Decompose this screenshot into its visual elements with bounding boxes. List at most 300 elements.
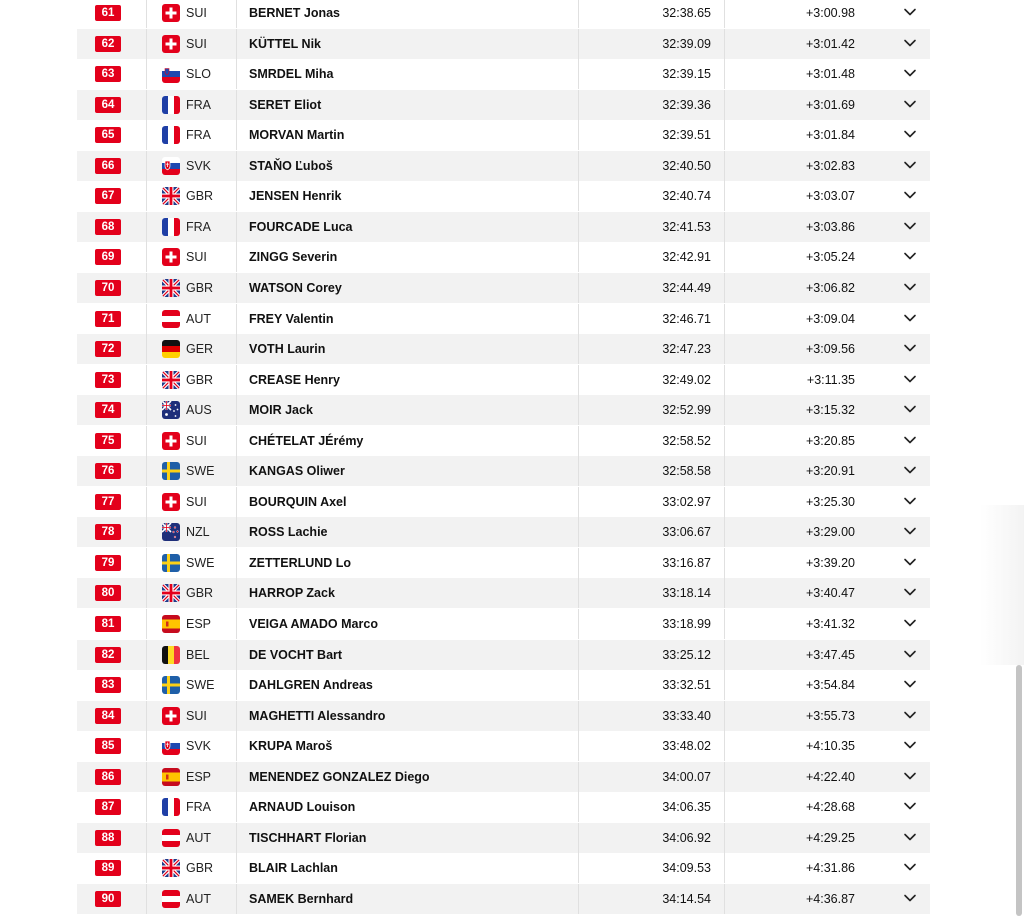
finish-time: 32:39.36: [662, 97, 711, 112]
time-gap: +3:06.82: [805, 280, 855, 295]
result-row[interactable]: [77, 0, 930, 28]
time-gap: +3:54.84: [805, 678, 855, 693]
finish-time: 34:00.07: [662, 769, 711, 784]
time-gap: +3:41.32: [805, 617, 855, 631]
column-divider: [146, 151, 147, 181]
rank-badge: 65: [95, 127, 121, 143]
flag-icon: [162, 279, 180, 297]
finish-time: 34:06.35: [662, 800, 711, 815]
column-divider: [146, 304, 147, 334]
finish-time: 32:58.52: [662, 433, 711, 448]
result-row[interactable]: [77, 548, 930, 578]
column-divider: [236, 792, 237, 822]
rank-badge: 86: [95, 769, 121, 785]
column-divider: [146, 212, 147, 242]
time-gap: +3:09.56: [805, 342, 855, 357]
column-divider: [236, 578, 237, 608]
column-divider: [146, 120, 147, 150]
result-row[interactable]: [77, 181, 930, 211]
column-divider: [578, 426, 579, 456]
chevron-down-icon[interactable]: [903, 526, 917, 536]
rank-badge: 76: [95, 463, 121, 479]
country-code: FRA: [186, 97, 211, 112]
column-divider: [146, 59, 147, 89]
column-divider: [236, 731, 237, 761]
rank-badge: 80: [95, 585, 121, 601]
column-divider: [146, 884, 147, 914]
country-code: SUI: [186, 708, 207, 723]
country-code: SVK: [186, 739, 212, 754]
rank-badge: 62: [95, 36, 121, 52]
column-divider: [236, 120, 237, 150]
athlete-name: BLAIR Lachlan: [249, 861, 338, 876]
column-divider: [578, 578, 579, 608]
chevron-down-icon[interactable]: [903, 313, 917, 323]
result-row[interactable]: [77, 334, 930, 364]
result-row[interactable]: [77, 731, 930, 761]
result-row[interactable]: [77, 792, 930, 822]
column-divider: [724, 731, 725, 761]
result-row[interactable]: [77, 151, 930, 181]
country-code: AUT: [186, 891, 211, 906]
column-divider: [578, 334, 579, 364]
column-divider: [146, 365, 147, 395]
column-divider: [146, 395, 147, 425]
chevron-down-icon[interactable]: [903, 771, 917, 781]
athlete-name: MORVAN Martin: [249, 128, 345, 143]
time-gap: +3:02.83: [805, 158, 855, 173]
column-divider: [236, 548, 237, 578]
athlete-name: BERNET Jonas: [249, 6, 340, 20]
chevron-down-icon[interactable]: [903, 7, 917, 17]
country-code: GBR: [186, 861, 214, 876]
result-row[interactable]: [77, 212, 930, 242]
column-divider: [236, 884, 237, 914]
column-divider: [236, 304, 237, 334]
rank-badge: 90: [95, 891, 121, 907]
column-divider: [236, 59, 237, 89]
country-code: AUS: [186, 403, 212, 418]
chevron-down-icon[interactable]: [903, 710, 917, 720]
column-divider: [146, 823, 147, 853]
time-gap: +3:15.32: [805, 403, 855, 418]
column-divider: [724, 762, 725, 792]
flag-icon: [162, 523, 180, 541]
column-divider: [724, 242, 725, 272]
rank-badge: 81: [95, 616, 121, 632]
rank-badge: 84: [95, 708, 121, 724]
column-divider: [146, 792, 147, 822]
result-row[interactable]: [77, 823, 930, 853]
column-divider: [724, 640, 725, 670]
column-divider: [724, 334, 725, 364]
column-divider: [724, 120, 725, 150]
column-divider: [724, 181, 725, 211]
flag-icon: [162, 768, 180, 786]
flag-icon: [162, 737, 180, 755]
athlete-name: JENSEN Henrik: [249, 189, 342, 204]
flag-icon: [162, 707, 180, 725]
chevron-down-icon[interactable]: [903, 465, 917, 475]
time-gap: +3:01.84: [805, 128, 855, 143]
flag-icon: [162, 890, 180, 908]
result-row[interactable]: [77, 640, 930, 670]
finish-time: 32:46.71: [662, 311, 711, 326]
country-code: SVK: [186, 158, 212, 173]
column-divider: [724, 517, 725, 547]
chevron-down-icon[interactable]: [903, 679, 917, 689]
country-code: SUI: [186, 250, 207, 265]
column-divider: [236, 670, 237, 700]
country-code: NZL: [186, 525, 210, 540]
column-divider: [236, 456, 237, 486]
column-divider: [724, 151, 725, 181]
result-row[interactable]: [77, 90, 930, 120]
chevron-down-icon[interactable]: [903, 404, 917, 414]
country-code: GBR: [186, 280, 214, 295]
rank-badge: 66: [95, 158, 121, 174]
chevron-down-icon[interactable]: [903, 160, 917, 170]
rank-badge: 79: [95, 555, 121, 571]
result-row[interactable]: [77, 517, 930, 547]
rank-badge: 69: [95, 249, 121, 265]
flag-icon: [162, 401, 180, 419]
rank-badge: 82: [95, 647, 121, 663]
result-row[interactable]: [77, 426, 930, 456]
column-divider: [578, 0, 579, 28]
chevron-down-icon[interactable]: [903, 38, 917, 48]
flag-icon: [162, 829, 180, 847]
column-divider: [578, 762, 579, 792]
time-gap: +3:40.47: [805, 586, 855, 601]
column-divider: [578, 242, 579, 272]
time-gap: +4:22.40: [805, 769, 855, 784]
country-code: SUI: [186, 36, 207, 51]
flag-icon: [162, 584, 180, 602]
chevron-down-icon[interactable]: [903, 435, 917, 445]
time-gap: +3:01.48: [805, 67, 855, 82]
column-divider: [146, 0, 147, 28]
column-divider: [146, 853, 147, 883]
flag-icon: [162, 371, 180, 389]
rank-badge: 85: [95, 738, 121, 754]
column-divider: [236, 517, 237, 547]
column-divider: [724, 90, 725, 120]
result-row[interactable]: [77, 578, 930, 608]
time-gap: +3:29.00: [805, 525, 855, 540]
finish-time: 33:06.67: [662, 525, 711, 540]
chevron-down-icon[interactable]: [903, 649, 917, 659]
rank-badge: 77: [95, 494, 121, 510]
country-code: AUT: [186, 830, 211, 845]
column-divider: [236, 365, 237, 395]
column-divider: [236, 212, 237, 242]
flag-icon: [162, 126, 180, 144]
column-divider: [146, 517, 147, 547]
time-gap: +3:03.07: [805, 189, 855, 204]
time-gap: +3:39.20: [805, 555, 855, 570]
flag-icon: [162, 310, 180, 328]
chevron-down-icon[interactable]: [903, 190, 917, 200]
finish-time: 33:33.40: [662, 708, 711, 723]
time-gap: +3:20.85: [805, 433, 855, 448]
country-code: SUI: [186, 433, 207, 448]
finish-time: 32:49.02: [662, 372, 711, 387]
finish-time: 32:39.15: [662, 67, 711, 82]
result-row[interactable]: [77, 29, 930, 59]
rank-badge: 61: [95, 5, 121, 21]
results-table: [77, 0, 930, 916]
finish-time: 33:32.51: [662, 678, 711, 693]
scrollbar[interactable]: [1016, 665, 1022, 916]
column-divider: [236, 609, 237, 639]
athlete-name: SAMEK Bernhard: [249, 891, 354, 906]
rank-badge: 64: [95, 97, 121, 113]
athlete-name: DAHLGREN Andreas: [249, 678, 373, 693]
column-divider: [724, 670, 725, 700]
column-divider: [724, 792, 725, 822]
athlete-name: DE VOCHT Bart: [249, 647, 343, 662]
time-gap: +4:36.87: [805, 891, 855, 906]
column-divider: [146, 90, 147, 120]
athlete-name: ZETTERLUND Lo: [249, 555, 352, 570]
result-row[interactable]: [77, 762, 930, 792]
finish-time: 32:47.23: [662, 342, 711, 357]
chevron-down-icon[interactable]: [903, 587, 917, 597]
column-divider: [236, 273, 237, 303]
column-divider: [724, 395, 725, 425]
column-divider: [146, 29, 147, 59]
rank-badge: 68: [95, 219, 121, 235]
finish-time: 32:38.65: [662, 6, 711, 20]
country-code: BEL: [186, 647, 210, 662]
chevron-down-icon[interactable]: [903, 832, 917, 842]
rank-badge: 75: [95, 433, 121, 449]
column-divider: [578, 701, 579, 731]
result-row[interactable]: [77, 884, 930, 914]
flag-icon: [162, 340, 180, 358]
chevron-down-icon[interactable]: [903, 282, 917, 292]
chevron-down-icon[interactable]: [903, 496, 917, 506]
column-divider: [578, 487, 579, 517]
finish-time: 33:16.87: [662, 555, 711, 570]
result-row[interactable]: [77, 395, 930, 425]
chevron-down-icon[interactable]: [903, 740, 917, 750]
result-row[interactable]: [77, 120, 930, 150]
column-divider: [724, 304, 725, 334]
athlete-name: STAŇO Ľuboš: [249, 158, 333, 173]
result-row[interactable]: [77, 59, 930, 89]
chevron-down-icon[interactable]: [903, 251, 917, 261]
column-divider: [724, 609, 725, 639]
result-row[interactable]: [77, 273, 930, 303]
country-code: SWE: [186, 555, 215, 570]
athlete-name: KRUPA Maroš: [249, 739, 333, 754]
chevron-down-icon[interactable]: [903, 618, 917, 628]
result-row[interactable]: [77, 670, 930, 700]
finish-time: 32:58.58: [662, 464, 711, 479]
time-gap: +3:03.86: [805, 219, 855, 234]
result-row[interactable]: [77, 365, 930, 395]
result-row[interactable]: [77, 456, 930, 486]
finish-time: 33:18.14: [662, 586, 711, 601]
athlete-name: TISCHHART Florian: [249, 830, 367, 845]
time-gap: +4:10.35: [805, 739, 855, 754]
time-gap: +4:31.86: [805, 861, 855, 876]
country-code: GBR: [186, 372, 214, 387]
finish-time: 33:18.99: [662, 617, 711, 631]
column-divider: [236, 151, 237, 181]
time-gap: +4:29.25: [805, 830, 855, 845]
country-code: FRA: [186, 800, 211, 815]
chevron-down-icon[interactable]: [903, 801, 917, 811]
result-row[interactable]: [77, 487, 930, 517]
column-divider: [236, 853, 237, 883]
flag-icon: [162, 798, 180, 816]
athlete-name: WATSON Corey: [249, 280, 342, 295]
rank-badge: 70: [95, 280, 121, 296]
flag-icon: [162, 248, 180, 266]
finish-time: 32:42.91: [662, 250, 711, 265]
chevron-down-icon[interactable]: [903, 68, 917, 78]
country-code: GBR: [186, 586, 214, 601]
result-row[interactable]: [77, 609, 930, 639]
column-divider: [236, 701, 237, 731]
rank-badge: 74: [95, 402, 121, 418]
column-divider: [146, 762, 147, 792]
country-code: FRA: [186, 219, 211, 234]
flag-icon: [162, 432, 180, 450]
column-divider: [146, 456, 147, 486]
column-divider: [724, 701, 725, 731]
chevron-down-icon[interactable]: [903, 557, 917, 567]
time-gap: +3:11.35: [806, 372, 855, 387]
country-code: SWE: [186, 464, 215, 479]
athlete-name: SMRDEL Miha: [249, 67, 334, 82]
column-divider: [236, 334, 237, 364]
column-divider: [724, 578, 725, 608]
athlete-name: KÜTTEL Nik: [249, 36, 321, 51]
column-divider: [724, 823, 725, 853]
country-code: SWE: [186, 678, 215, 693]
time-gap: +3:25.30: [805, 494, 855, 509]
flag-icon: [162, 157, 180, 175]
time-gap: +3:01.42: [805, 36, 855, 51]
flag-icon: [162, 4, 180, 22]
finish-time: 32:40.50: [662, 158, 711, 173]
column-divider: [724, 365, 725, 395]
rank-badge: 67: [95, 188, 121, 204]
country-code: GBR: [186, 189, 214, 204]
finish-time: 34:14.54: [662, 891, 711, 906]
athlete-name: VEIGA AMADO Marco: [249, 617, 378, 631]
column-divider: [724, 487, 725, 517]
finish-time: 32:40.74: [662, 189, 711, 204]
rank-badge: 78: [95, 524, 121, 540]
finish-time: 32:44.49: [662, 280, 711, 295]
country-code: SUI: [186, 494, 207, 509]
result-row[interactable]: [77, 701, 930, 731]
column-divider: [578, 456, 579, 486]
column-divider: [146, 548, 147, 578]
chevron-down-icon[interactable]: [903, 221, 917, 231]
flag-icon: [162, 218, 180, 236]
athlete-name: CREASE Henry: [249, 372, 340, 387]
column-divider: [724, 426, 725, 456]
athlete-name: HARROP Zack: [249, 586, 335, 601]
athlete-name: KANGAS Oliwer: [249, 464, 345, 479]
flag-icon: [162, 646, 180, 664]
column-divider: [146, 181, 147, 211]
column-divider: [578, 151, 579, 181]
column-divider: [146, 487, 147, 517]
finish-time: 33:02.97: [662, 494, 711, 509]
column-divider: [724, 456, 725, 486]
athlete-name: CHÉTELAT JÉrémy: [249, 433, 364, 448]
finish-time: 34:09.53: [662, 861, 711, 876]
result-row[interactable]: [77, 853, 930, 883]
column-divider: [578, 884, 579, 914]
column-divider: [724, 853, 725, 883]
column-divider: [236, 823, 237, 853]
column-divider: [724, 273, 725, 303]
rank-badge: 88: [95, 830, 121, 846]
column-divider: [578, 59, 579, 89]
rank-badge: 72: [95, 341, 121, 357]
column-divider: [724, 29, 725, 59]
column-divider: [578, 670, 579, 700]
column-divider: [146, 640, 147, 670]
flag-icon: [162, 615, 180, 633]
chevron-down-icon[interactable]: [903, 893, 917, 903]
column-divider: [236, 181, 237, 211]
country-code: GER: [186, 342, 214, 357]
column-divider: [578, 29, 579, 59]
chevron-down-icon[interactable]: [903, 374, 917, 384]
time-gap: +3:20.91: [805, 464, 855, 479]
chevron-down-icon[interactable]: [903, 129, 917, 139]
column-divider: [724, 548, 725, 578]
chevron-down-icon[interactable]: [903, 862, 917, 872]
flag-icon: [162, 96, 180, 114]
chevron-down-icon[interactable]: [903, 343, 917, 353]
column-divider: [578, 212, 579, 242]
athlete-name: FREY Valentin: [249, 311, 334, 326]
column-divider: [578, 853, 579, 883]
country-code: ESP: [186, 617, 212, 631]
time-gap: +4:28.68: [805, 800, 855, 815]
athlete-name: ROSS Lachie: [249, 525, 328, 540]
result-row[interactable]: [77, 242, 930, 272]
column-divider: [146, 578, 147, 608]
column-divider: [578, 792, 579, 822]
result-row[interactable]: [77, 304, 930, 334]
column-divider: [236, 29, 237, 59]
chevron-down-icon[interactable]: [903, 99, 917, 109]
rank-badge: 71: [95, 311, 121, 327]
time-gap: +3:05.24: [805, 250, 855, 265]
column-divider: [146, 701, 147, 731]
column-divider: [236, 640, 237, 670]
column-divider: [578, 120, 579, 150]
country-code: AUT: [186, 311, 211, 326]
rank-badge: 89: [95, 860, 121, 876]
flag-icon: [162, 65, 180, 83]
column-divider: [236, 90, 237, 120]
athlete-name: BOURQUIN Axel: [249, 494, 347, 509]
rank-badge: 73: [95, 372, 121, 388]
column-divider: [146, 426, 147, 456]
